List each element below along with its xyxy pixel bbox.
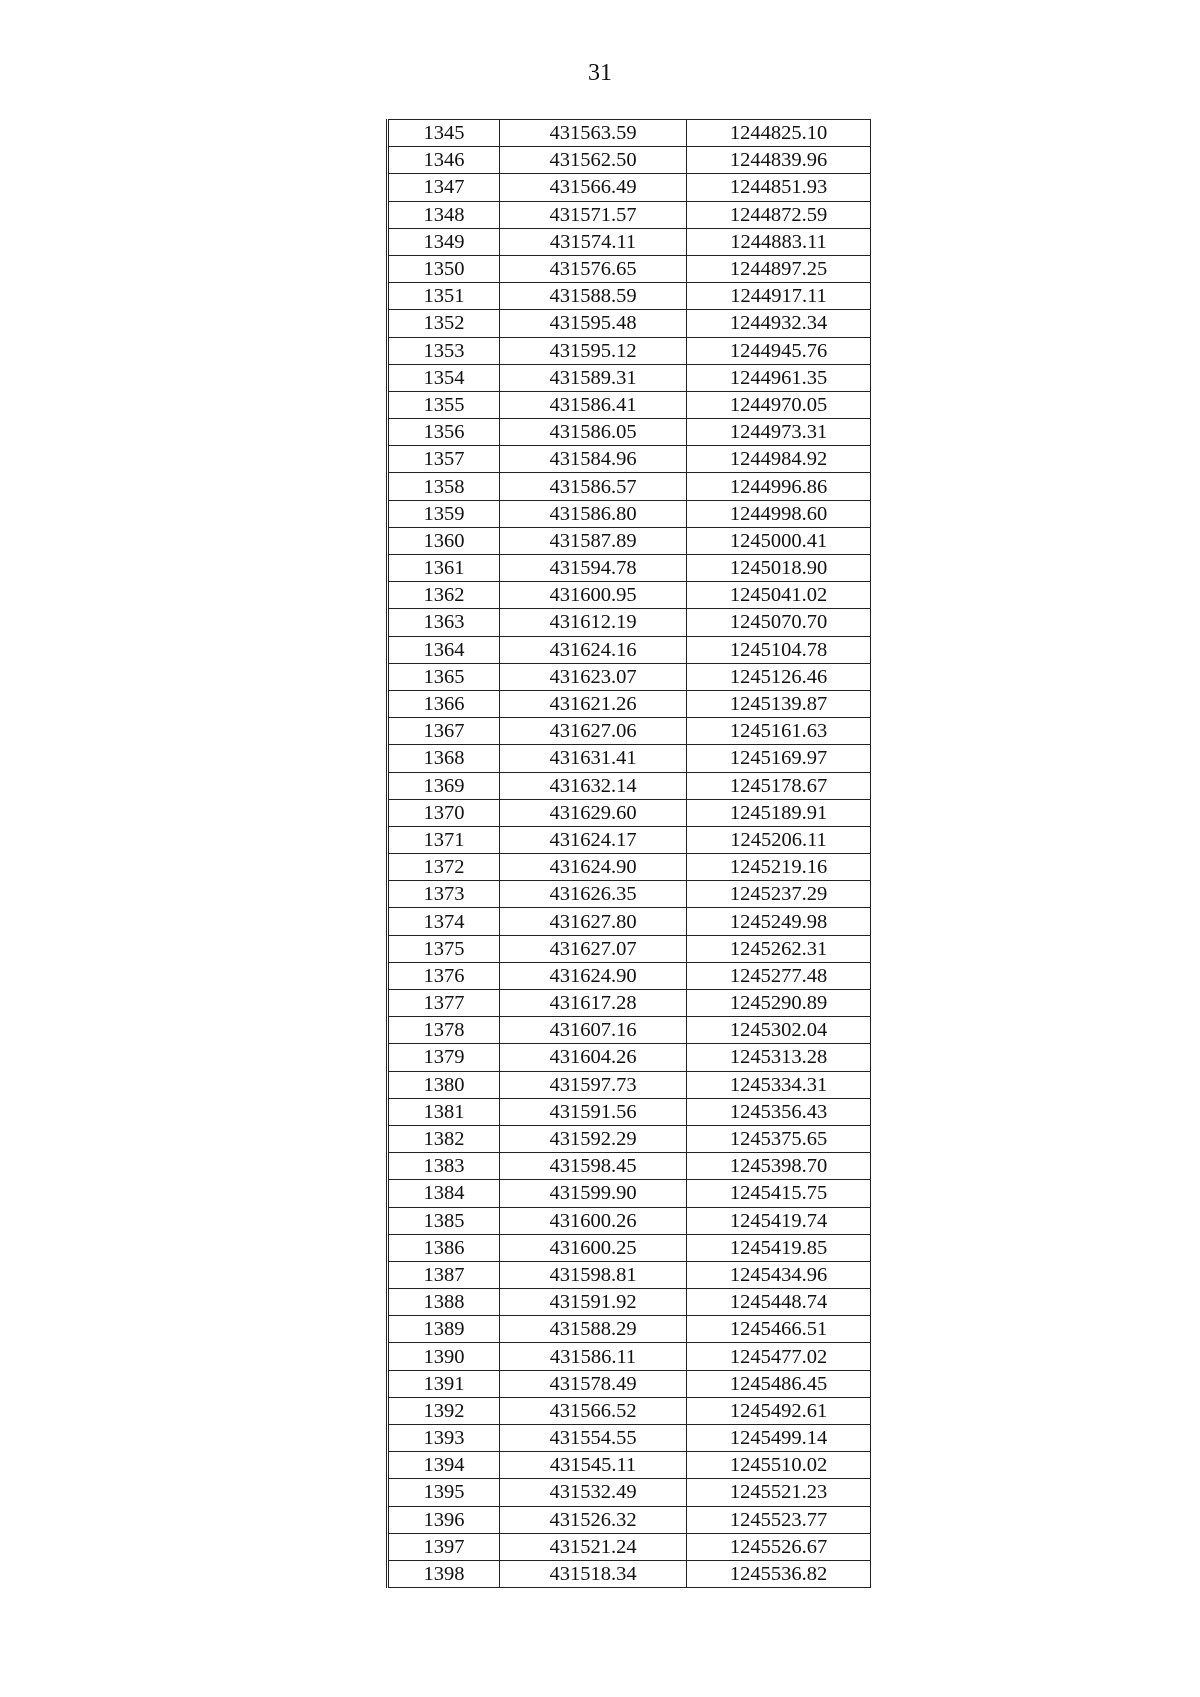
x-coordinate-cell: 431612.19 — [500, 609, 687, 636]
point-number-cell: 1379 — [388, 1044, 500, 1071]
y-coordinate-cell: 1245262.31 — [687, 935, 871, 962]
x-coordinate-cell: 431592.29 — [500, 1125, 687, 1152]
x-coordinate-cell: 431627.07 — [500, 935, 687, 962]
x-coordinate-cell: 431586.41 — [500, 391, 687, 418]
y-coordinate-cell: 1245523.77 — [687, 1506, 871, 1533]
x-coordinate-cell: 431591.56 — [500, 1098, 687, 1125]
x-coordinate-cell: 431598.81 — [500, 1261, 687, 1288]
point-number-cell: 1372 — [388, 854, 500, 881]
table-row — [388, 1506, 871, 1533]
x-coordinate-cell: 431594.78 — [500, 555, 687, 582]
x-coordinate-cell: 431571.57 — [500, 201, 687, 228]
point-number-cell: 1370 — [388, 799, 500, 826]
y-coordinate-cell: 1245466.51 — [687, 1316, 871, 1343]
table-row — [388, 799, 871, 826]
point-number-cell: 1385 — [388, 1207, 500, 1234]
y-coordinate-cell: 1244872.59 — [687, 201, 871, 228]
x-coordinate-cell: 431526.32 — [500, 1506, 687, 1533]
y-coordinate-cell: 1245000.41 — [687, 527, 871, 554]
y-coordinate-cell: 1245249.98 — [687, 908, 871, 935]
y-coordinate-cell: 1244961.35 — [687, 364, 871, 391]
point-number-cell: 1346 — [388, 147, 500, 174]
x-coordinate-cell: 431600.25 — [500, 1234, 687, 1261]
point-number-cell: 1355 — [388, 391, 500, 418]
x-coordinate-cell: 431627.80 — [500, 908, 687, 935]
point-number-cell: 1393 — [388, 1425, 500, 1452]
point-number-cell: 1382 — [388, 1125, 500, 1152]
point-number-cell: 1363 — [388, 609, 500, 636]
y-coordinate-cell: 1245419.74 — [687, 1207, 871, 1234]
y-coordinate-cell: 1244984.92 — [687, 446, 871, 473]
x-coordinate-cell: 431562.50 — [500, 147, 687, 174]
table-row — [388, 1316, 871, 1343]
point-number-cell: 1349 — [388, 228, 500, 255]
x-coordinate-cell: 431578.49 — [500, 1370, 687, 1397]
y-coordinate-cell: 1244839.96 — [687, 147, 871, 174]
table-row — [388, 364, 871, 391]
point-number-cell: 1384 — [388, 1180, 500, 1207]
y-coordinate-cell: 1245237.29 — [687, 881, 871, 908]
point-number-cell: 1371 — [388, 826, 500, 853]
table-row — [388, 1261, 871, 1288]
x-coordinate-cell: 431626.35 — [500, 881, 687, 908]
point-number-cell: 1392 — [388, 1397, 500, 1424]
table-row — [388, 772, 871, 799]
table-row — [388, 745, 871, 772]
y-coordinate-cell: 1245434.96 — [687, 1261, 871, 1288]
x-coordinate-cell: 431591.92 — [500, 1289, 687, 1316]
table-row — [388, 1180, 871, 1207]
table-row — [388, 147, 871, 174]
y-coordinate-cell: 1245419.85 — [687, 1234, 871, 1261]
y-coordinate-cell: 1244973.31 — [687, 419, 871, 446]
y-coordinate-cell: 1245302.04 — [687, 1017, 871, 1044]
point-number-cell: 1375 — [388, 935, 500, 962]
y-coordinate-cell: 1245492.61 — [687, 1397, 871, 1424]
table-row — [388, 962, 871, 989]
table-row — [388, 120, 871, 147]
table-row — [388, 1071, 871, 1098]
x-coordinate-cell: 431627.06 — [500, 718, 687, 745]
table-row — [388, 1207, 871, 1234]
x-coordinate-cell: 431631.41 — [500, 745, 687, 772]
point-number-cell: 1383 — [388, 1153, 500, 1180]
x-coordinate-cell: 431563.59 — [500, 120, 687, 147]
x-coordinate-cell: 431599.90 — [500, 1180, 687, 1207]
point-number-cell: 1356 — [388, 419, 500, 446]
point-number-cell: 1386 — [388, 1234, 500, 1261]
table-row — [388, 1343, 871, 1370]
x-coordinate-cell: 431621.26 — [500, 690, 687, 717]
point-number-cell: 1351 — [388, 283, 500, 310]
y-coordinate-cell: 1245139.87 — [687, 690, 871, 717]
y-coordinate-cell: 1244996.86 — [687, 473, 871, 500]
point-number-cell: 1398 — [388, 1560, 500, 1587]
table-row — [388, 310, 871, 337]
point-number-cell: 1376 — [388, 962, 500, 989]
point-number-cell: 1345 — [388, 120, 500, 147]
point-number-cell: 1358 — [388, 473, 500, 500]
table-row — [388, 1452, 871, 1479]
table-row — [388, 636, 871, 663]
y-coordinate-cell: 1245290.89 — [687, 990, 871, 1017]
y-coordinate-cell: 1245070.70 — [687, 609, 871, 636]
x-coordinate-cell: 431607.16 — [500, 1017, 687, 1044]
table-row — [388, 446, 871, 473]
table-row — [388, 1397, 871, 1424]
point-number-cell: 1368 — [388, 745, 500, 772]
table-row — [388, 1234, 871, 1261]
table-row — [388, 1425, 871, 1452]
table-row — [388, 391, 871, 418]
table-row — [388, 1479, 871, 1506]
table-row — [388, 1017, 871, 1044]
x-coordinate-cell: 431623.07 — [500, 663, 687, 690]
x-coordinate-cell: 431600.95 — [500, 582, 687, 609]
y-coordinate-cell: 1244897.25 — [687, 255, 871, 282]
x-coordinate-cell: 431588.59 — [500, 283, 687, 310]
y-coordinate-cell: 1245521.23 — [687, 1479, 871, 1506]
x-coordinate-cell: 431624.17 — [500, 826, 687, 853]
x-coordinate-cell: 431566.49 — [500, 174, 687, 201]
point-number-cell: 1360 — [388, 527, 500, 554]
y-coordinate-cell: 1245536.82 — [687, 1560, 871, 1587]
y-coordinate-cell: 1245178.67 — [687, 772, 871, 799]
y-coordinate-cell: 1245356.43 — [687, 1098, 871, 1125]
y-coordinate-cell: 1245415.75 — [687, 1180, 871, 1207]
x-coordinate-cell: 431632.14 — [500, 772, 687, 799]
y-coordinate-cell: 1245169.97 — [687, 745, 871, 772]
y-coordinate-cell: 1244851.93 — [687, 174, 871, 201]
x-coordinate-cell: 431586.11 — [500, 1343, 687, 1370]
x-coordinate-cell: 431587.89 — [500, 527, 687, 554]
y-coordinate-cell: 1244970.05 — [687, 391, 871, 418]
point-number-cell: 1359 — [388, 500, 500, 527]
point-number-cell: 1362 — [388, 582, 500, 609]
table-row — [388, 555, 871, 582]
x-coordinate-cell: 431629.60 — [500, 799, 687, 826]
table-row — [388, 718, 871, 745]
table-row — [388, 228, 871, 255]
point-number-cell: 1364 — [388, 636, 500, 663]
y-coordinate-cell: 1245510.02 — [687, 1452, 871, 1479]
table-row — [388, 881, 871, 908]
y-coordinate-cell: 1245018.90 — [687, 555, 871, 582]
table-row — [388, 1370, 871, 1397]
x-coordinate-cell: 431624.90 — [500, 962, 687, 989]
x-coordinate-cell: 431598.45 — [500, 1153, 687, 1180]
x-coordinate-cell: 431597.73 — [500, 1071, 687, 1098]
y-coordinate-cell: 1245334.31 — [687, 1071, 871, 1098]
point-number-cell: 1373 — [388, 881, 500, 908]
point-number-cell: 1352 — [388, 310, 500, 337]
x-coordinate-cell: 431595.12 — [500, 337, 687, 364]
y-coordinate-cell: 1244945.76 — [687, 337, 871, 364]
table-row — [388, 582, 871, 609]
x-coordinate-cell: 431586.57 — [500, 473, 687, 500]
table-row — [388, 527, 871, 554]
x-coordinate-cell: 431566.52 — [500, 1397, 687, 1424]
y-coordinate-cell: 1245313.28 — [687, 1044, 871, 1071]
point-number-cell: 1387 — [388, 1261, 500, 1288]
y-coordinate-cell: 1245398.70 — [687, 1153, 871, 1180]
point-number-cell: 1394 — [388, 1452, 500, 1479]
table-row — [388, 1560, 871, 1587]
point-number-cell: 1361 — [388, 555, 500, 582]
coordinates-table — [386, 119, 871, 1588]
y-coordinate-cell: 1245104.78 — [687, 636, 871, 663]
point-number-cell: 1378 — [388, 1017, 500, 1044]
x-coordinate-cell: 431600.26 — [500, 1207, 687, 1234]
point-number-cell: 1369 — [388, 772, 500, 799]
table-row — [388, 609, 871, 636]
y-coordinate-cell: 1245277.48 — [687, 962, 871, 989]
table-row — [388, 908, 871, 935]
point-number-cell: 1357 — [388, 446, 500, 473]
table-row — [388, 690, 871, 717]
x-coordinate-cell: 431545.11 — [500, 1452, 687, 1479]
y-coordinate-cell: 1245189.91 — [687, 799, 871, 826]
y-coordinate-cell: 1245126.46 — [687, 663, 871, 690]
y-coordinate-cell: 1245219.16 — [687, 854, 871, 881]
point-number-cell: 1374 — [388, 908, 500, 935]
point-number-cell: 1353 — [388, 337, 500, 364]
x-coordinate-cell: 431588.29 — [500, 1316, 687, 1343]
x-coordinate-cell: 431586.80 — [500, 500, 687, 527]
table-row — [388, 174, 871, 201]
x-coordinate-cell: 431574.11 — [500, 228, 687, 255]
table-row — [388, 854, 871, 881]
y-coordinate-cell: 1245448.74 — [687, 1289, 871, 1316]
x-coordinate-cell: 431595.48 — [500, 310, 687, 337]
table-row — [388, 990, 871, 1017]
point-number-cell: 1348 — [388, 201, 500, 228]
table-row — [388, 1533, 871, 1560]
x-coordinate-cell: 431584.96 — [500, 446, 687, 473]
point-number-cell: 1390 — [388, 1343, 500, 1370]
point-number-cell: 1367 — [388, 718, 500, 745]
table-row — [388, 1044, 871, 1071]
table-row — [388, 935, 871, 962]
y-coordinate-cell: 1244917.11 — [687, 283, 871, 310]
point-number-cell: 1365 — [388, 663, 500, 690]
table-row — [388, 255, 871, 282]
table-row — [388, 419, 871, 446]
point-number-cell: 1395 — [388, 1479, 500, 1506]
table-row — [388, 1153, 871, 1180]
point-number-cell: 1366 — [388, 690, 500, 717]
table-row — [388, 201, 871, 228]
point-number-cell: 1396 — [388, 1506, 500, 1533]
x-coordinate-cell: 431617.28 — [500, 990, 687, 1017]
y-coordinate-cell: 1245477.02 — [687, 1343, 871, 1370]
x-coordinate-cell: 431554.55 — [500, 1425, 687, 1452]
x-coordinate-cell: 431521.24 — [500, 1533, 687, 1560]
point-number-cell: 1350 — [388, 255, 500, 282]
y-coordinate-cell: 1244883.11 — [687, 228, 871, 255]
x-coordinate-cell: 431624.16 — [500, 636, 687, 663]
table-row — [388, 337, 871, 364]
x-coordinate-cell: 431589.31 — [500, 364, 687, 391]
y-coordinate-cell: 1244932.34 — [687, 310, 871, 337]
point-number-cell: 1354 — [388, 364, 500, 391]
table-row — [388, 1289, 871, 1316]
x-coordinate-cell: 431532.49 — [500, 1479, 687, 1506]
y-coordinate-cell: 1245041.02 — [687, 582, 871, 609]
y-coordinate-cell: 1245375.65 — [687, 1125, 871, 1152]
y-coordinate-cell: 1245161.63 — [687, 718, 871, 745]
point-number-cell: 1380 — [388, 1071, 500, 1098]
x-coordinate-cell: 431624.90 — [500, 854, 687, 881]
table-row — [388, 500, 871, 527]
point-number-cell: 1377 — [388, 990, 500, 1017]
y-coordinate-cell: 1244998.60 — [687, 500, 871, 527]
table-row — [388, 663, 871, 690]
point-number-cell: 1388 — [388, 1289, 500, 1316]
y-coordinate-cell: 1245206.11 — [687, 826, 871, 853]
y-coordinate-cell: 1245499.14 — [687, 1425, 871, 1452]
table-row — [388, 826, 871, 853]
y-coordinate-cell: 1245486.45 — [687, 1370, 871, 1397]
point-number-cell: 1397 — [388, 1533, 500, 1560]
table-row — [388, 1125, 871, 1152]
x-coordinate-cell: 431576.65 — [500, 255, 687, 282]
x-coordinate-cell: 431604.26 — [500, 1044, 687, 1071]
table-row — [388, 473, 871, 500]
x-coordinate-cell: 431518.34 — [500, 1560, 687, 1587]
x-coordinate-cell: 431586.05 — [500, 419, 687, 446]
y-coordinate-cell: 1244825.10 — [687, 120, 871, 147]
table-row — [388, 1098, 871, 1125]
page-number: 31 — [588, 60, 612, 86]
point-number-cell: 1391 — [388, 1370, 500, 1397]
point-number-cell: 1381 — [388, 1098, 500, 1125]
point-number-cell: 1347 — [388, 174, 500, 201]
coordinates-table-body — [388, 120, 871, 1588]
table-row — [388, 283, 871, 310]
point-number-cell: 1389 — [388, 1316, 500, 1343]
y-coordinate-cell: 1245526.67 — [687, 1533, 871, 1560]
